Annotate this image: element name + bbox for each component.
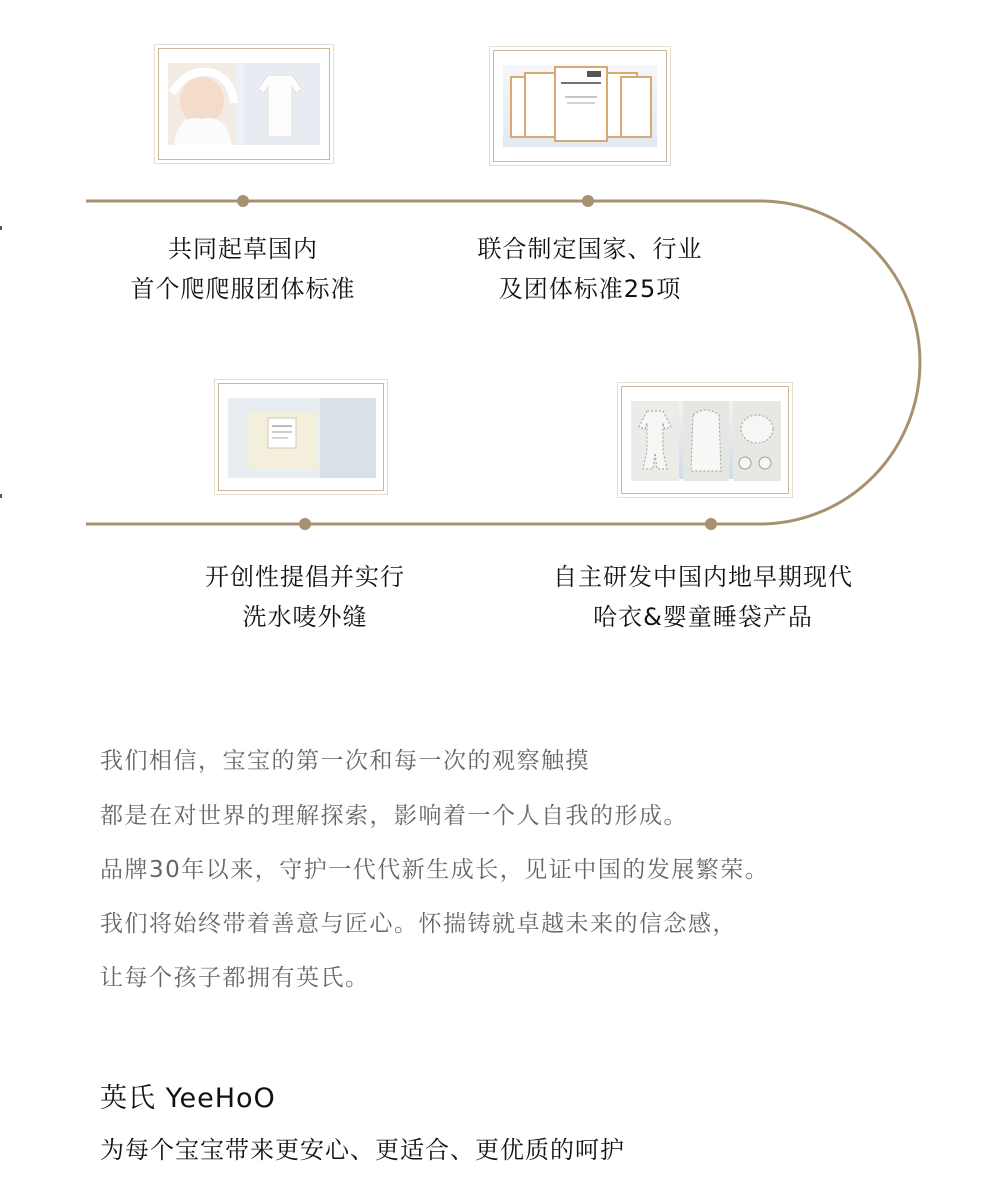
story-line-2: 都是在对世界的理解探索，影响着一个人自我的形成。 xyxy=(100,803,688,829)
milestone-caption-line: 共同起草国内 xyxy=(168,235,318,263)
newborn-baby-and-white-romper-photo xyxy=(168,63,320,145)
milestone-caption-3 xyxy=(145,557,465,637)
story-line-5: 让每个孩子都拥有英氏。 xyxy=(100,965,370,991)
milestone-caption-4 xyxy=(528,557,878,637)
milestone-caption-line: 联合制定国家、行业 xyxy=(477,235,703,263)
milestone-caption-line: 首个爬爬服团体标准 xyxy=(130,275,356,303)
story-line-4: 我们将始终带着善意与匠心。怀揣铸就卓越未来的信念感， xyxy=(100,911,737,937)
milestone-photo-3 xyxy=(218,383,384,491)
milestone-caption-1 xyxy=(83,229,403,309)
milestone-caption-line: 哈衣&婴童睡袋产品 xyxy=(593,603,813,631)
milestone-caption-line: 洗水唛外缝 xyxy=(242,603,368,631)
timeline-dot xyxy=(582,195,594,207)
romper-and-sleeping-bag-products-photo xyxy=(631,401,779,479)
milestone-caption-2 xyxy=(425,229,755,309)
milestone-photo-1 xyxy=(158,48,330,160)
story-line-1: 我们相信，宝宝的第一次和每一次的观察触摸 xyxy=(100,748,590,774)
timeline-dot xyxy=(237,195,249,207)
milestone-photo-2 xyxy=(493,50,667,162)
brand-name: 英氏 YeeHoO xyxy=(100,1083,276,1114)
brand-slogan: 为每个宝宝带来更安心、更适合、更优质的呵护 xyxy=(100,1136,625,1164)
milestone-photo-4 xyxy=(621,386,789,494)
timeline-dot xyxy=(299,518,311,530)
story-line-3: 品牌30年以来，守护一代代新生成长，见证中国的发展繁荣。 xyxy=(100,857,770,883)
gb-standard-certificates-photo xyxy=(503,65,657,147)
wash-label-on-garment-photo xyxy=(228,398,374,476)
milestone-caption-line: 开创性提倡并实行 xyxy=(205,563,405,591)
milestone-caption-line: 及团体标准25项 xyxy=(498,275,682,303)
milestone-caption-line: 自主研发中国内地早期现代 xyxy=(553,563,853,591)
timeline-dot xyxy=(705,518,717,530)
